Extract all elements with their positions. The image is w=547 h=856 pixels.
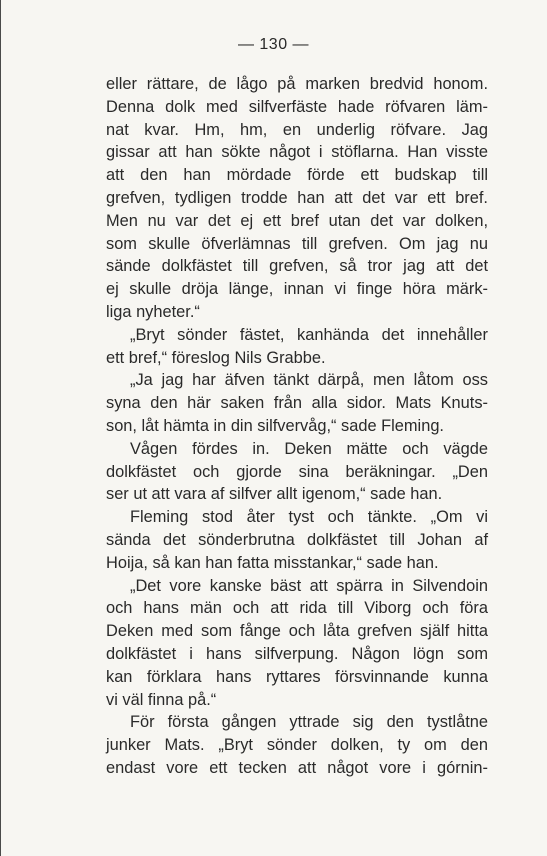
page-number: — 130 —: [237, 36, 310, 53]
page-edge-line: [0, 0, 1, 856]
text-line: Hoija, så kan han fatta misstankar,“ sade han.: [106, 553, 439, 572]
text-line: Fleming stod åter tyst och tänkte. „Om vi: [130, 508, 488, 527]
text-line: eller rättare, de lågo på marken bredvid honom.: [106, 75, 488, 93]
text-line: Deken med som fånge och låta grefven själf hitta: [106, 622, 488, 641]
text-line: „Ja jag har äfven tänkt därpå, men låtom oss: [130, 371, 488, 390]
text-line: liga nyheter.“: [106, 302, 200, 321]
body-text: [106, 73, 488, 780]
text-line: sända det sönderbrutna dolkfästet till Johan af: [106, 530, 488, 549]
text-line: grefven, tydligen trodde han att det var ett bref.: [106, 188, 488, 207]
text-line: „Det vore kanske bäst att spärra in Silvendoin: [130, 576, 488, 595]
text-line: nat kvar. Hm, hm, en underlig röfvare. Jag: [106, 120, 488, 139]
text-line: ser ut att vara af silfver allt igenom,“ sade han.: [106, 485, 443, 504]
text-line: son, låt hämta in din silfvervåg,“ sade Fleming.: [106, 416, 444, 435]
text-line: syna den här saken från alla sidor. Mats Knuts-: [106, 394, 488, 413]
text-line: dolkfästet och gjorde sina beräkningar. „Den: [106, 462, 488, 481]
text-line: sände dolkfästet till grefven, så tror jag att det: [106, 257, 488, 276]
text-line: ej skulle dröja länge, innan vi finge höra märk-: [106, 280, 488, 299]
text-line: gissar att han sökte något i stöflarna. Han visste: [106, 143, 488, 162]
text-line: att den han mördade förde ett budskap till: [106, 166, 488, 185]
text-line: endast vore ett tecken att något vore i górnin-: [106, 758, 488, 777]
text-line: För första gången yttrade sig den tystlåtne: [130, 713, 488, 732]
text-line: Vågen fördes in. Deken mätte och vägde: [130, 439, 488, 458]
text-line: vi väl finna på.“: [106, 690, 217, 709]
text-line: „Bryt sönder fästet, kanhända det innehåller: [130, 325, 488, 344]
text-line: Men nu var det ej ett bref utan det var dolken,: [106, 211, 488, 230]
text-line: Denna dolk med silfverfäste hade röfvaren läm-: [106, 97, 488, 116]
text-line: och hans män och att rida till Viborg och föra: [106, 599, 488, 618]
text-line: som skulle öfverlämnas till grefven. Om jag nu: [106, 234, 488, 253]
text-line: kan förklara hans ryttares försvinnande kunna: [106, 667, 488, 686]
text-line: junker Mats. „Bryt sönder dolken, ty om den: [106, 736, 488, 755]
text-line: dolkfästet i hans silfverpung. Någon lögn som: [106, 644, 488, 663]
text-line: ett bref,“ föreslog Nils Grabbe.: [106, 348, 326, 367]
